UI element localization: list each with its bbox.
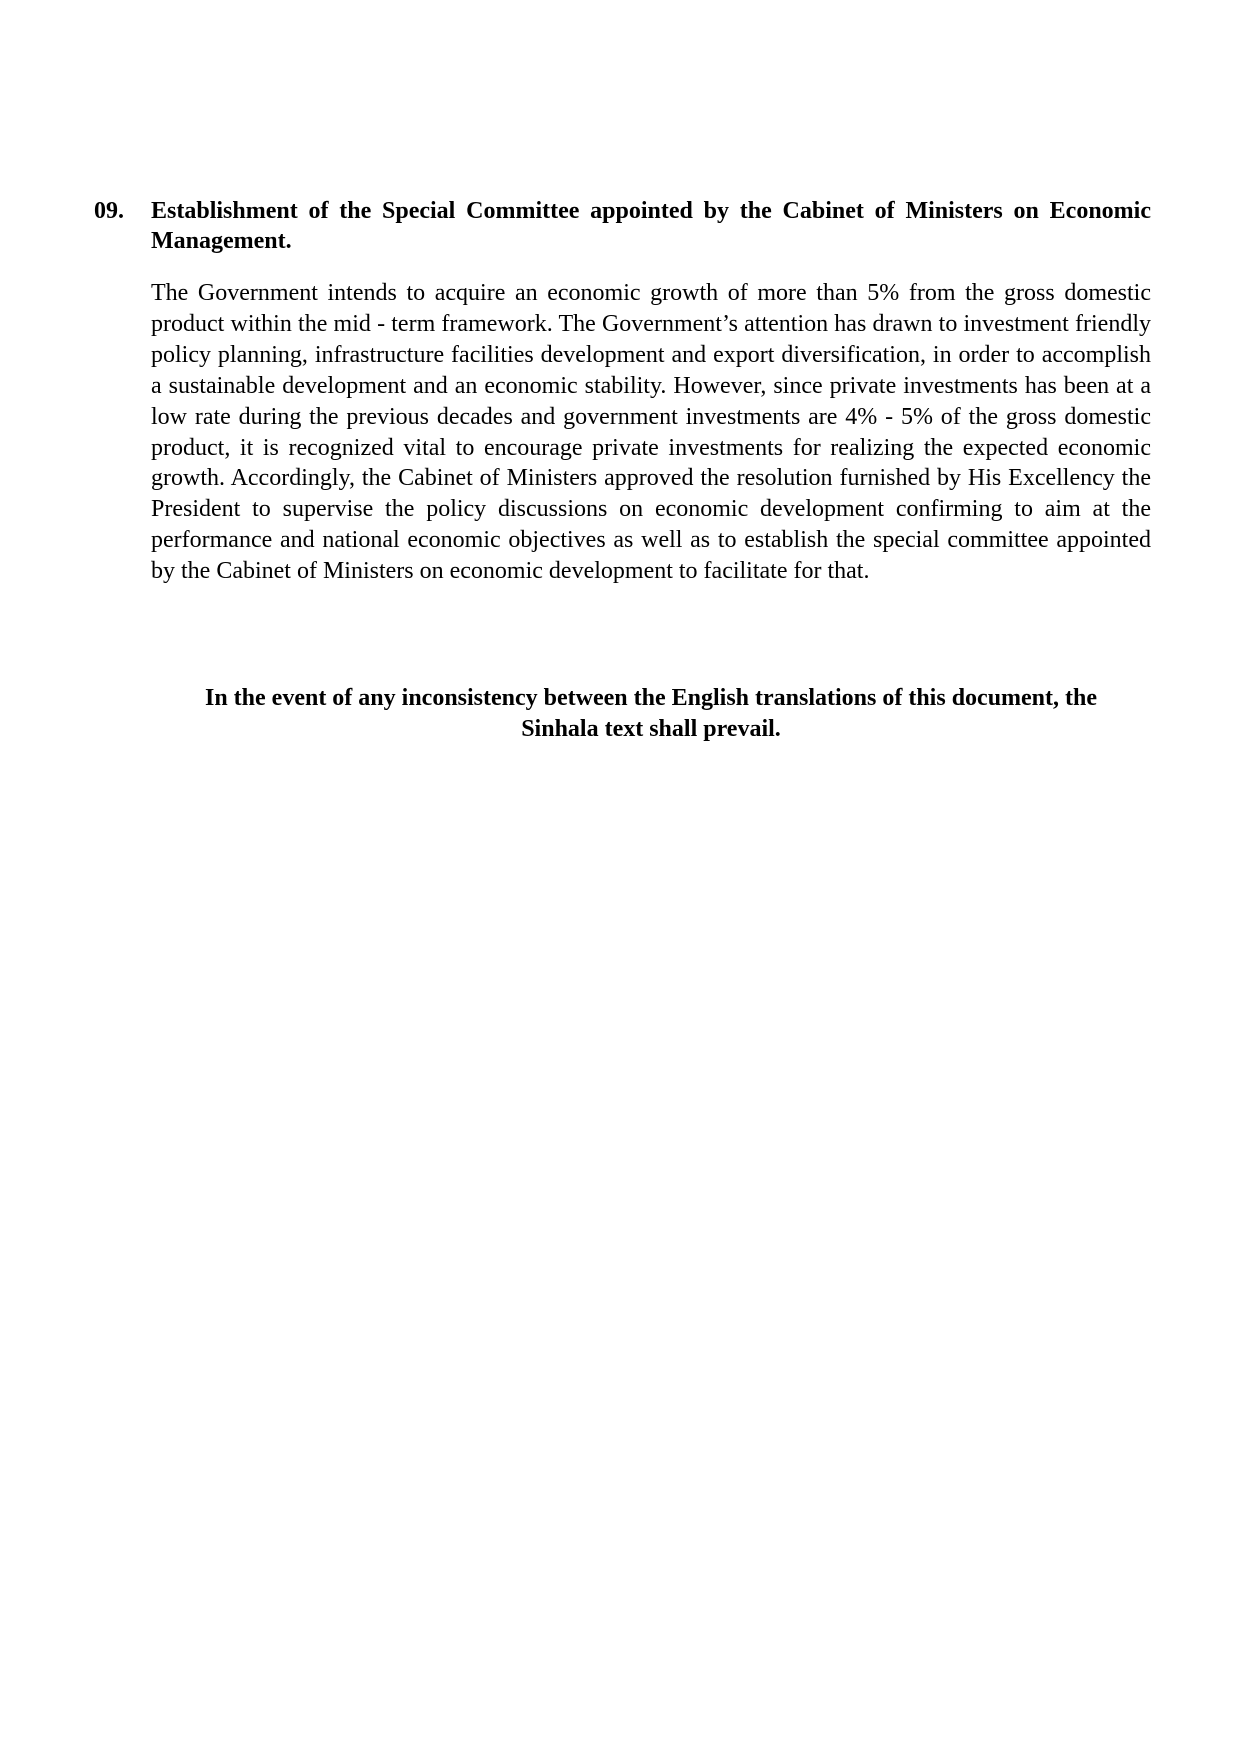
item-number: 09. xyxy=(94,198,124,224)
item-title: Establishment of the Special Committee appointed by the Cabinet of Ministers on Economic Management. xyxy=(151,198,1151,254)
translation-disclaimer xyxy=(151,683,1151,745)
disclaimer-line-1: In the event of any inconsistency between the English translations of this document, the xyxy=(204,685,1098,711)
disclaimer-line-2: Sinhala text shall prevail. xyxy=(521,716,781,742)
item-body: The Government intends to acquire an economic growth of more than 5% from the gross domestic product within the mid - term framework. The Government’s attention has drawn to investment friendly policy planning, infrastructure facilities development and export diversification, in order to accomplish a sustainable development and an economic stability. However, since private investments has been at a low rate during the previous decades and government investments are 4% - 5% of the gross domestic product, it is recognized vital to encourage private investments for realizing the expected economic growth. Accordingly, the Cabinet of Ministers approved the resolution furnished by His Excellency the President to supervise the policy discussions on economic development confirming to aim at the performance and national economic objectives as well as to establish the special committee appointed by the Cabinet of Ministers on economic development to facilitate for that. xyxy=(151,280,1151,585)
agenda-item xyxy=(94,196,1151,587)
